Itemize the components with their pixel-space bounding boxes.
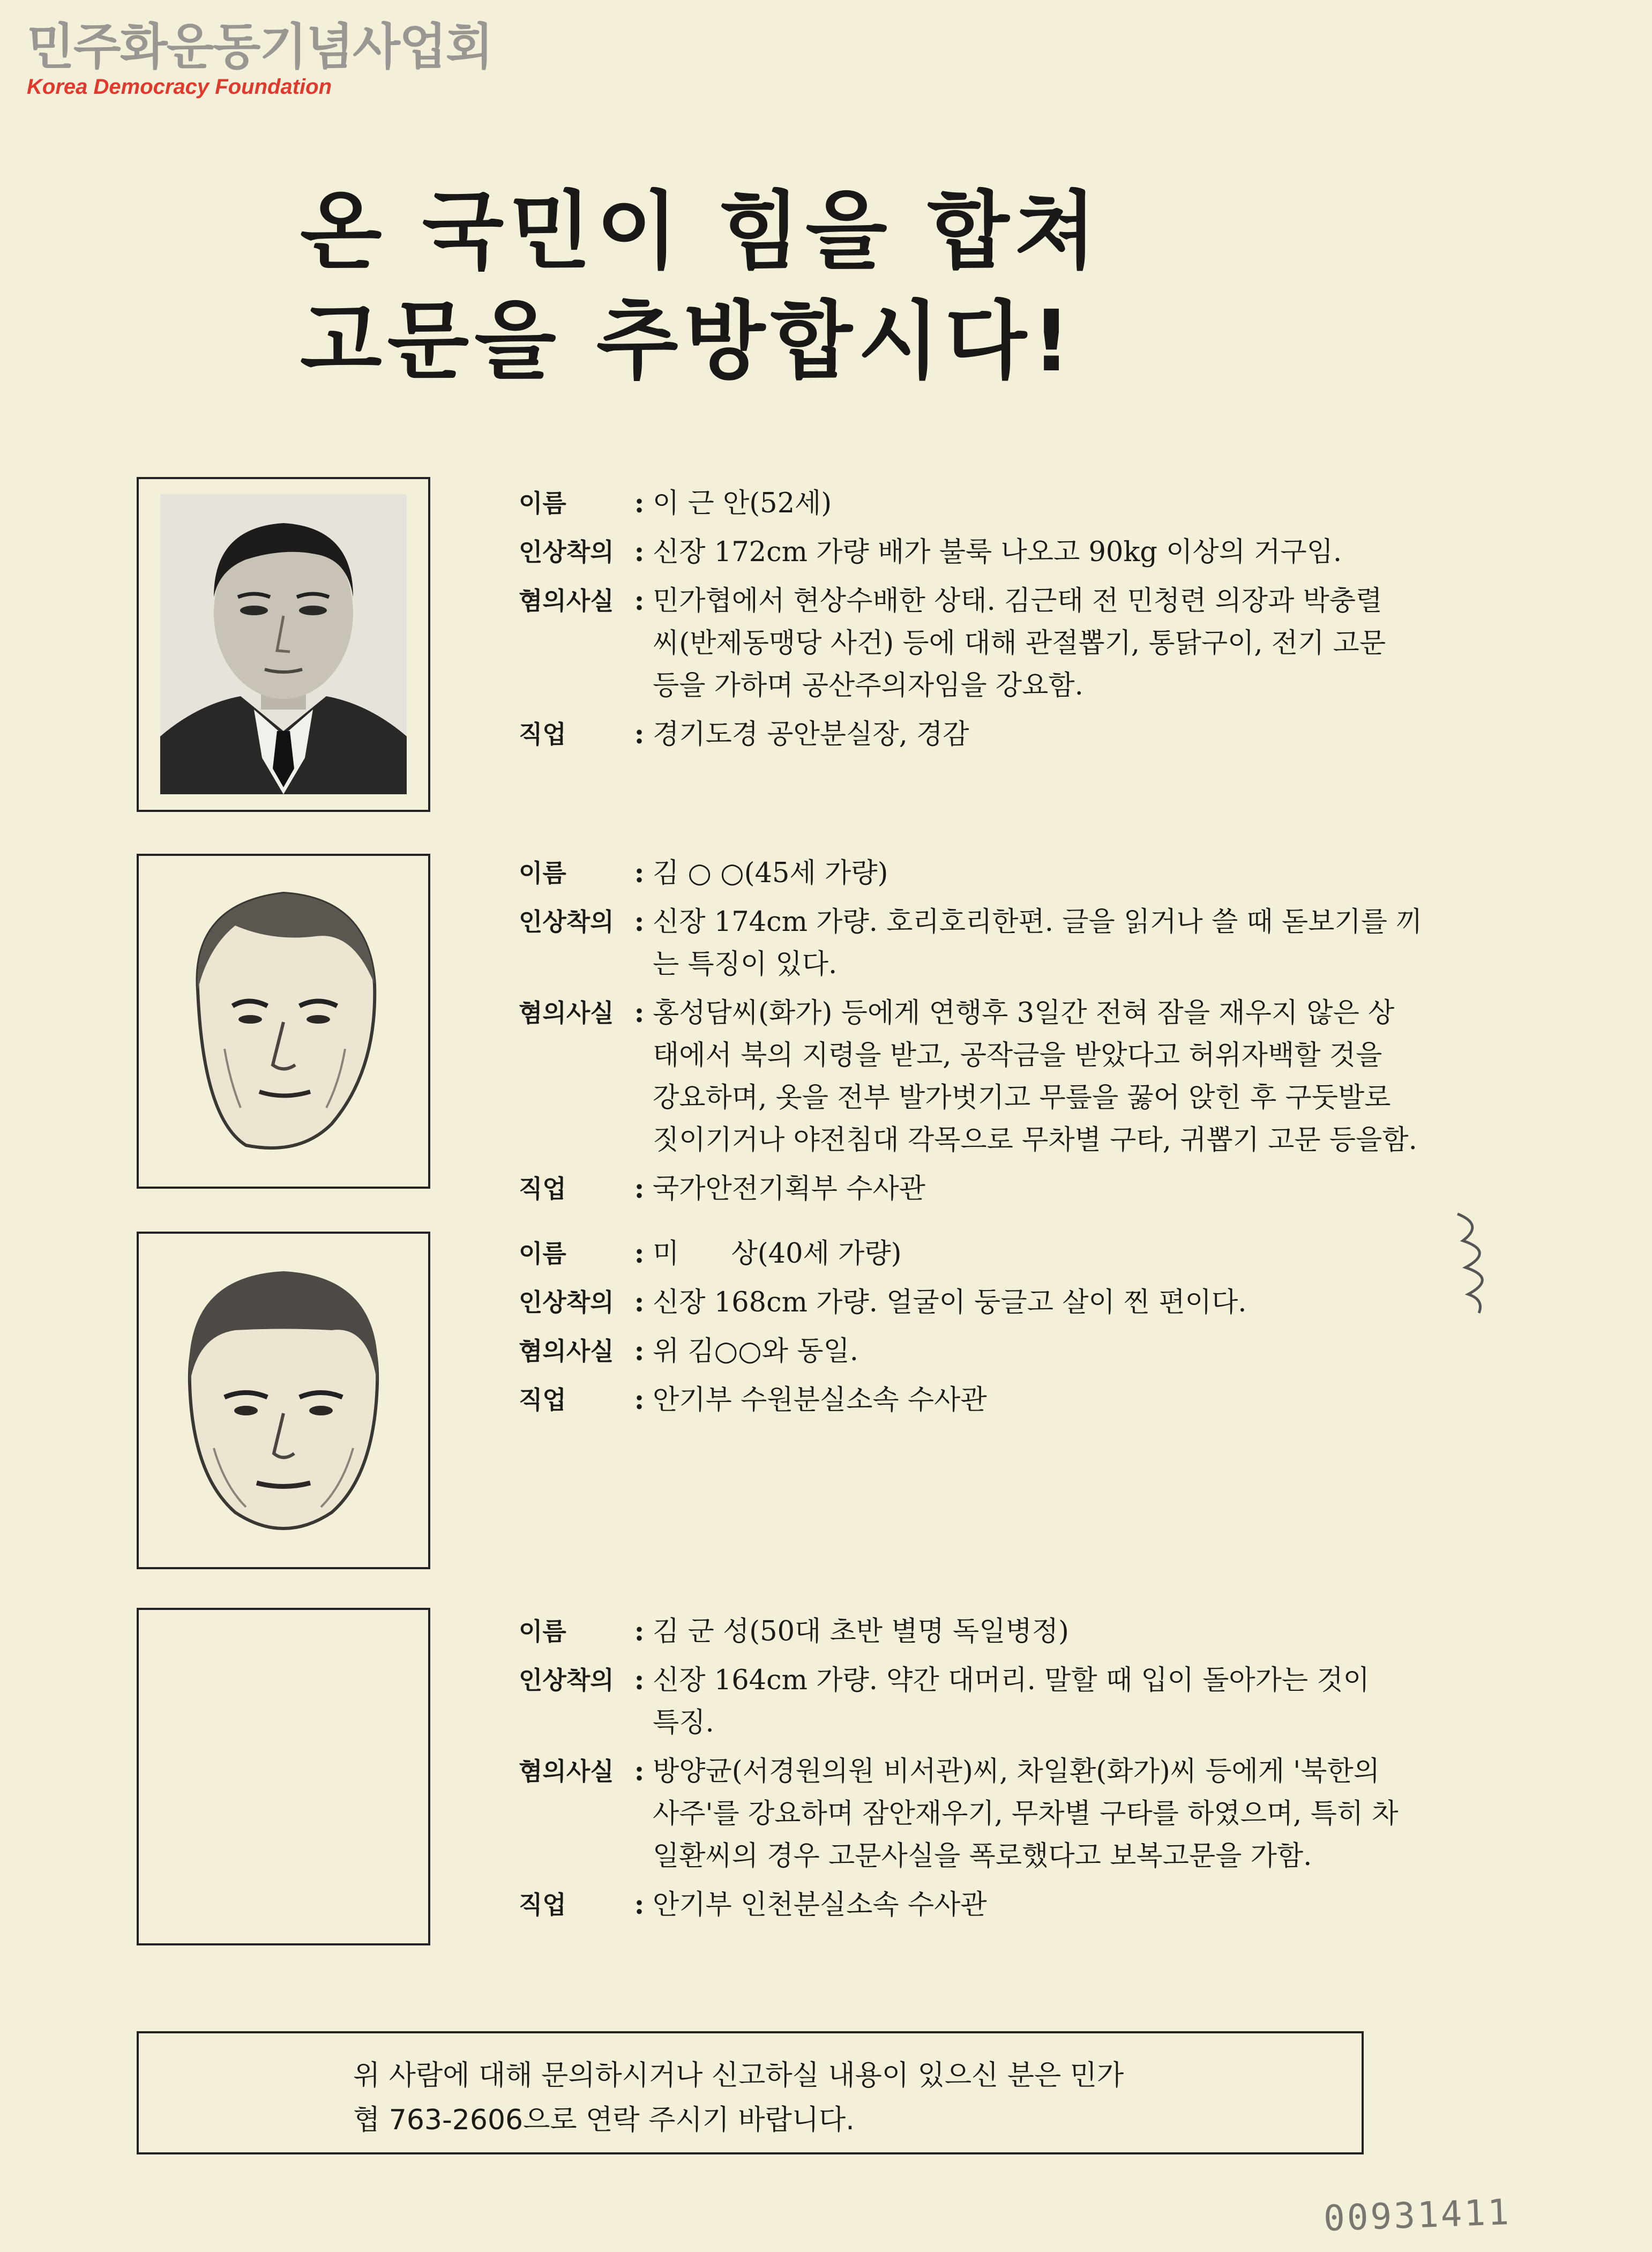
job-label: 직업 (519, 720, 566, 749)
notice-line-1: 위 사람에 대해 문의하시거나 신고하실 내용이 있으신 분은 민가 (353, 2060, 1124, 2092)
headline-line-1: 온 국민이 힘을 합쳐 (300, 182, 1102, 281)
headline (300, 177, 1318, 397)
appearance-line: 신장 168cm 가량. 얼굴이 둥글고 살이 찐 편이다. (653, 1287, 1247, 1319)
job-row: 직업 : 안기부 인천분실소속 수사관 (519, 1884, 1387, 1926)
appearance-label: 인상착의 (519, 1288, 614, 1317)
appearance-row: 인상착의 : 신장 174cm 가량. 호리호리한편. 글을 읽거나 쓸 때 돋보기를 끼 는 특징이 있다. (519, 901, 1387, 986)
charges-line: 짓이기거나 야전침대 각목으로 무차별 구타, 귀뽑기 고문 등을함. (653, 1124, 1417, 1157)
person-entry-2 (519, 852, 1423, 1210)
name-row: 이름 : 이 근 안(52세) (519, 482, 1387, 525)
charges-line: 민가협에서 현상수배한 상태. 김근태 전 민청련 의장과 박충렬 (653, 585, 1382, 617)
name-value: 미 상(40세 가량) (653, 1238, 902, 1270)
appearance-line: 신장 172cm 가량 배가 불룩 나오고 90kg 이상의 거구임. (653, 536, 1342, 569)
headline-line-2: 고문을 추방합시다! (300, 292, 1077, 391)
charges-line: 위 김○○와 동일. (653, 1336, 858, 1368)
charges-line: 강요하며, 옷을 전부 발가벗기고 무릎을 꿇어 앉힌 후 구둣발로 (653, 1082, 1391, 1114)
name-label: 이름 (519, 489, 566, 518)
photo-person-3 (137, 1232, 430, 1569)
job-row: 직업 : 경기도경 공안분실장, 경감 (519, 713, 1387, 756)
logo-korean-text: 민주화운동기념사업회 (27, 18, 492, 76)
appearance-line: 특징. (653, 1707, 714, 1739)
charges-line: 홍성담씨(화가) 등에게 연행후 3일간 전혀 잠을 재우지 않은 상 (653, 997, 1395, 1030)
foundation-logo (27, 18, 492, 99)
job-row: 직업 : 국가안전기획부 수사관 (519, 1168, 1387, 1210)
job-row: 직업 : 안기부 수원분실소속 수사관 (519, 1379, 1387, 1421)
job-value: 경기도경 공안분실장, 경감 (653, 719, 969, 751)
appearance-label: 인상착의 (519, 538, 614, 567)
appearance-line: 는 특징이 있다. (653, 949, 838, 981)
charges-line: 일환씨의 경우 고문사실을 폭로했다고 보복고문을 가함. (653, 1840, 1312, 1873)
charges-label: 혐의사실 (519, 1337, 614, 1366)
name-row: 이름 : 김 군 성(50대 초반 별명 독일병정) (519, 1610, 1387, 1653)
portrait-sketch-image (139, 1234, 428, 1567)
portrait-photo-image (139, 479, 428, 810)
person-entry-3 (519, 1233, 1387, 1421)
charges-row: 혐의사실 : 홍성담씨(화가) 등에게 연행후 3일간 전혀 잠을 재우지 않은 상 태에서 북의 지령을 받고, 공작금을 받았다고 허위자백할 것을 강요하며, 옷을 전부 발가벗기고 무릎을 꿇어 앉힌 후 구둣발로 짓이기거나 야전침대 각목으로 무차별 구타, 귀뽑기 고문 등을함. (519, 992, 1387, 1161)
job-label: 직업 (519, 1174, 566, 1204)
photo-person-4-empty (137, 1608, 430, 1945)
notice-line-2: 협 763-2606으로 연락 주시기 바랍니다. (353, 2104, 855, 2137)
name-label: 이름 (519, 1617, 566, 1646)
charges-line: 사주'를 강요하며 잠안재우기, 무차별 구타를 하였으며, 특히 차 (653, 1798, 1399, 1830)
person-entry-4 (519, 1610, 1399, 1926)
charges-line: 등을 가하며 공산주의자임을 강요함. (653, 670, 1083, 702)
job-label: 직업 (519, 1890, 566, 1920)
handwritten-mark-icon (1447, 1209, 1506, 1316)
charges-line: 방양균(서경원의원 비서관)씨, 차일환(화가)씨 등에게 '북한의 (653, 1756, 1380, 1788)
charges-line: 씨(반제동맹당 사건) 등에 대해 관절뽑기, 통닭구이, 전기 고문 (653, 628, 1386, 660)
photo-person-1 (137, 477, 430, 812)
name-label: 이름 (519, 1239, 566, 1268)
appearance-row: 인상착의 : 신장 168cm 가량. 얼굴이 둥글고 살이 찐 편이다. (519, 1281, 1387, 1324)
appearance-line: 신장 164cm 가량. 약간 대머리. 말할 때 입이 돌아가는 것이 (653, 1665, 1370, 1697)
appearance-row: 인상착의 : 신장 164cm 가량. 약간 대머리. 말할 때 입이 돌아가는 것이 특징. (519, 1659, 1387, 1744)
portrait-sketch-image (139, 856, 428, 1187)
charges-row: 혐의사실 : 방양균(서경원의원 비서관)씨, 차일환(화가)씨 등에게 '북한의 사주'를 강요하며 잠안재우기, 무차별 구타를 하였으며, 특히 차 일환씨의 경우 고문사실을 폭로했다고 보복고문을 가함. (519, 1750, 1387, 1877)
person-entry-1 (519, 482, 1387, 756)
name-value: 이 근 안(52세) (653, 488, 832, 519)
appearance-line: 신장 174cm 가량. 호리호리한편. 글을 읽거나 쓸 때 돋보기를 끼 (653, 906, 1423, 938)
appearance-label: 인상착의 (519, 907, 614, 937)
charges-line: 태에서 북의 지령을 받고, 공작금을 받았다고 허위자백할 것을 (653, 1040, 1382, 1072)
job-value: 국가안전기획부 수사관 (653, 1173, 925, 1205)
logo-english-text: Korea Democracy Foundation (27, 75, 332, 99)
name-row: 이름 : 김 ○ ○(45세 가량) (519, 852, 1387, 894)
charges-label: 혐의사실 (519, 1757, 614, 1786)
charges-label: 혐의사실 (519, 586, 614, 616)
name-value: 김 ○ ○(45세 가량) (653, 857, 888, 889)
name-value: 김 군 성(50대 초반 별명 독일병정) (653, 1616, 1069, 1647)
job-value: 안기부 수원분실소속 수사관 (653, 1384, 987, 1416)
appearance-row: 인상착의 : 신장 172cm 가량 배가 불룩 나오고 90kg 이상의 거구임. (519, 531, 1387, 573)
name-label: 이름 (519, 859, 566, 888)
appearance-label: 인상착의 (519, 1666, 614, 1695)
photo-person-2 (137, 854, 430, 1189)
archive-number: 00931411 (1322, 2191, 1512, 2240)
job-label: 직업 (519, 1385, 566, 1415)
charges-label: 혐의사실 (519, 998, 614, 1028)
charges-row: 혐의사실 : 민가협에서 현상수배한 상태. 김근태 전 민청련 의장과 박충렬 씨(반제동맹당 사건) 등에 대해 관절뽑기, 통닭구이, 전기 고문 등을 가하며 공산주의자임을 강요함. (519, 580, 1387, 707)
charges-row: 혐의사실 : 위 김○○와 동일. (519, 1330, 1387, 1373)
job-value: 안기부 인천분실소속 수사관 (653, 1889, 987, 1921)
contact-notice-box (137, 2031, 1364, 2154)
name-row: 이름 : 미 상(40세 가량) (519, 1233, 1387, 1275)
